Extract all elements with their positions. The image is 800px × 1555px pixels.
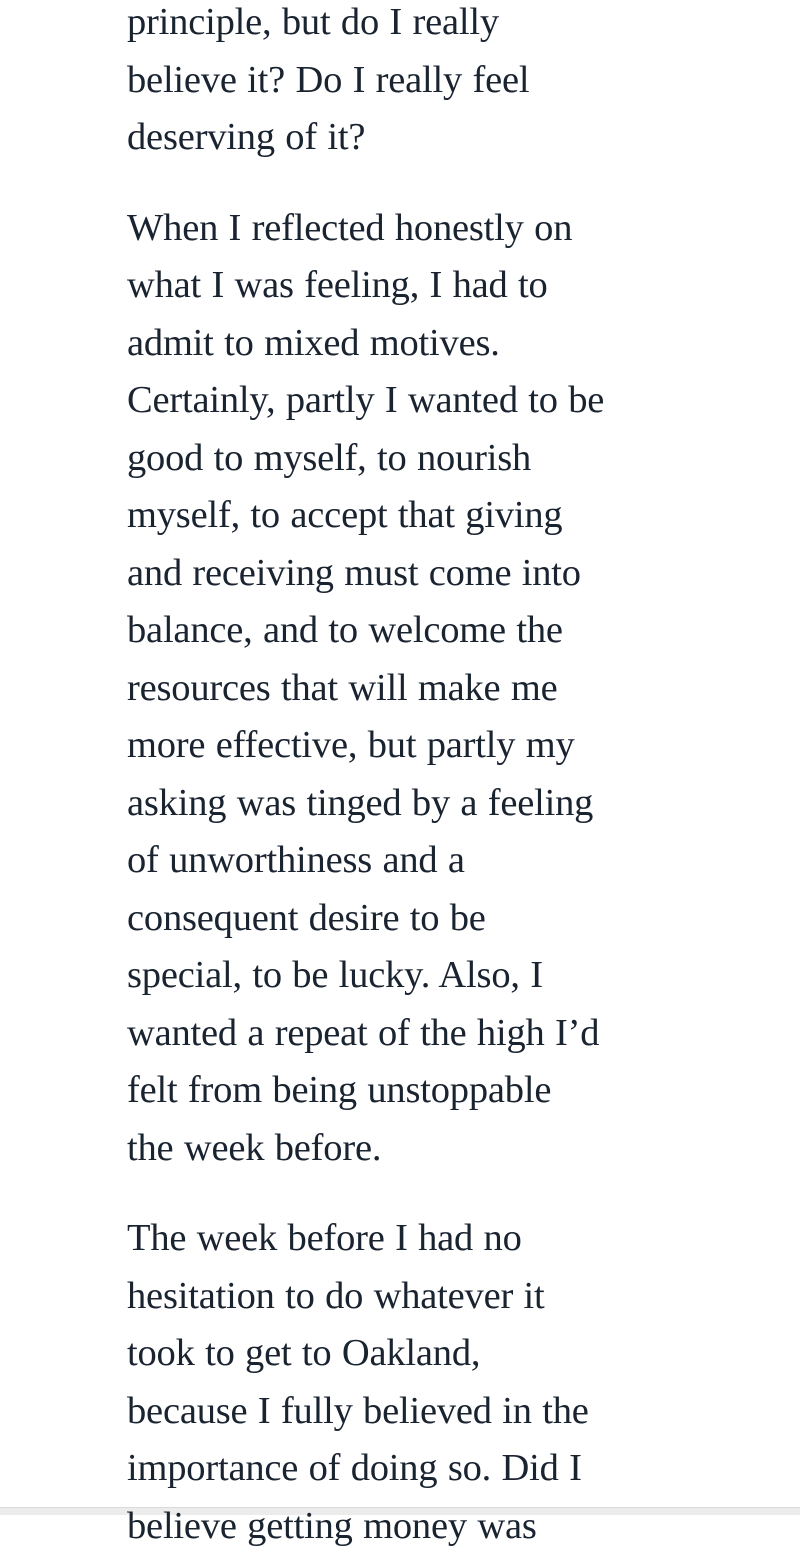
paragraph: The week before I had no hesitation to do whatever it took to get to Oakland, because I fully believed in the importance of doing so. Did I believe getting money was bbox=[127, 1217, 589, 1547]
paragraph: When I reflected honestly on what I was feeling, I had to admit to mixed motives. Certainly, partly I wanted to be good to myself, to nourish myself, to accept that giving and receiving must come into balance, and to welcome the resources that will make me more effective, but partly my asking was tinged by a feeling of unworthiness and a consequent desire to be special, to be lucky. Also, I wanted a repeat of the high I’d felt from being unstoppable the week before. bbox=[127, 206, 605, 1169]
paragraph: principle, but do I really believe it? Do I really feel deserving of it? bbox=[127, 1, 530, 158]
